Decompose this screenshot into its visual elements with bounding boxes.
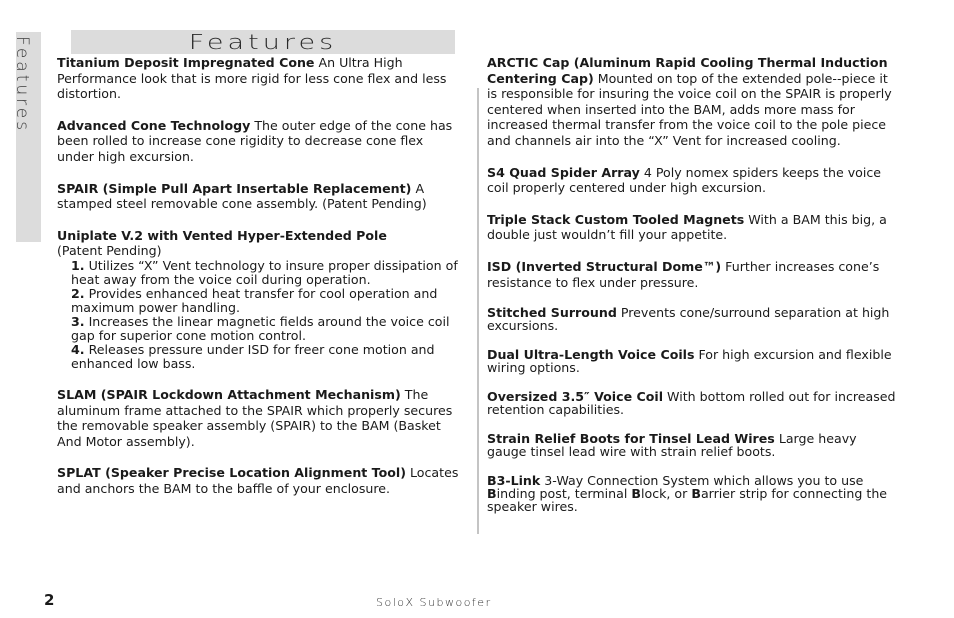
feature-slam (57, 387, 463, 449)
column-divider (477, 88, 479, 534)
feature-body: For high excursion and flexible wiring options. (487, 347, 892, 376)
feature-spair (57, 181, 463, 212)
feature-strain-relief (487, 432, 899, 458)
feature-title: Stitched Surround (487, 305, 617, 321)
list-item: 4. Releases pressure under ISD for freer cone motion and enhanced low bass. (71, 341, 435, 371)
feature-subtitle: (Patent Pending) (57, 243, 162, 259)
feature-title: Strain Relief Boots for Tinsel Lead Wires (487, 431, 775, 447)
feature-title: Advanced Cone Technology (57, 117, 251, 133)
feature-splat (57, 465, 463, 496)
feature-titanium-cone (57, 55, 463, 102)
feature-isd (487, 259, 899, 290)
feature-stitched-surround (487, 306, 899, 332)
page-number: 2 (44, 591, 55, 609)
feature-body: Locates and anchors the BAM to the baffle of your enclosure. (57, 465, 459, 496)
feature-body: A stamped steel removable cone assembly. (Patent Pending) (57, 180, 427, 212)
feature-title: ARCTIC Cap (Aluminum Rapid Cooling Thermal Induction Centering Cap) (487, 55, 888, 86)
feature-body: Large heavy gauge tinsel lead wire with strain relief boots. (487, 431, 857, 460)
feature-arctic-cap (487, 55, 899, 149)
feature-uniplate (57, 228, 463, 371)
feature-title: Titanium Deposit Impregnated Cone (57, 55, 315, 70)
feature-title: SPLAT (Speaker Precise Location Alignment Tool) (57, 465, 406, 481)
feature-list (57, 259, 463, 371)
section-title: Features (188, 30, 338, 54)
feature-s4-spider (487, 165, 899, 196)
feature-oversized-coil (487, 390, 899, 416)
feature-body: 4 Poly nomex spiders keeps the voice coil properly centered under high excursion. (487, 164, 882, 196)
footer-title: SoloX Subwoofer (376, 596, 492, 609)
feature-title: Oversized 3.5″ Voice Coil (487, 389, 664, 405)
right-column (487, 55, 899, 529)
feature-advanced-cone (57, 118, 463, 165)
feature-title: Uniplate V.2 with Vented Hyper-Extended Pole (57, 227, 387, 243)
list-item: 2. Provides enhanced heat transfer for cool operation and maximum power handling. (71, 285, 438, 315)
feature-body: With bottom rolled out for increased retention capabilities. (487, 389, 896, 418)
feature-body: Prevents cone/surround separation at high excursions. (487, 305, 890, 334)
feature-triple-stack (487, 212, 899, 243)
feature-b3-link: B3-Link 3-Way Connection System which allows you to use Binding post, terminal Block, or Barrier strip for connecting the speaker wires. (487, 473, 888, 515)
feature-body: With a BAM this big, a double just wouldn’t fill your appetite. (487, 211, 887, 243)
feature-title: SPAIR (Simple Pull Apart Insertable Replacement) (57, 180, 412, 196)
section-header (71, 30, 455, 54)
feature-title: ISD (Inverted Structural Dome™) (487, 258, 722, 274)
list-item: 1. Utilizes “X” Vent technology to insure proper dissipation of heat away from the voice coil during operation. (71, 257, 458, 287)
feature-body: Further increases cone’s resistance to flex under pressure. (487, 258, 880, 290)
feature-body: Mounted on top of the extended pole--piece it is responsible for insuring the voice coil on the SPAIR is properly centered when inserted into the BAM, adds more mass for increased thermal transfer from the voice coil to the pole piece and channels air into the “X” Vent for increased cooling. (487, 70, 892, 148)
feature-body: The aluminum frame attached to the SPAIR which properly secures the removable speaker assembly (SPAIR) to the BAM (Basket And Motor assembly). (57, 386, 453, 449)
feature-title: B3-Link (487, 473, 541, 489)
list-item: 3. Increases the linear magnetic fields around the voice coil gap for superior cone motion control. (71, 313, 450, 343)
left-column (57, 55, 463, 513)
feature-body: An Ultra High Performance look that is more rigid for less cone flex and less distortion. (57, 55, 447, 102)
feature-title: SLAM (SPAIR Lockdown Attachment Mechanism) (57, 386, 401, 402)
side-tab-label: Features (12, 36, 32, 134)
feature-title: Dual Ultra-Length Voice Coils (487, 347, 695, 363)
feature-title: Triple Stack Custom Tooled Magnets (487, 211, 745, 227)
feature-title: S4 Quad Spider Array (487, 164, 640, 180)
feature-dual-voice-coils (487, 348, 899, 374)
feature-body: The outer edge of the cone has been rolled to increase cone rigidity to decrease cone flex under high excursion. (57, 117, 453, 164)
